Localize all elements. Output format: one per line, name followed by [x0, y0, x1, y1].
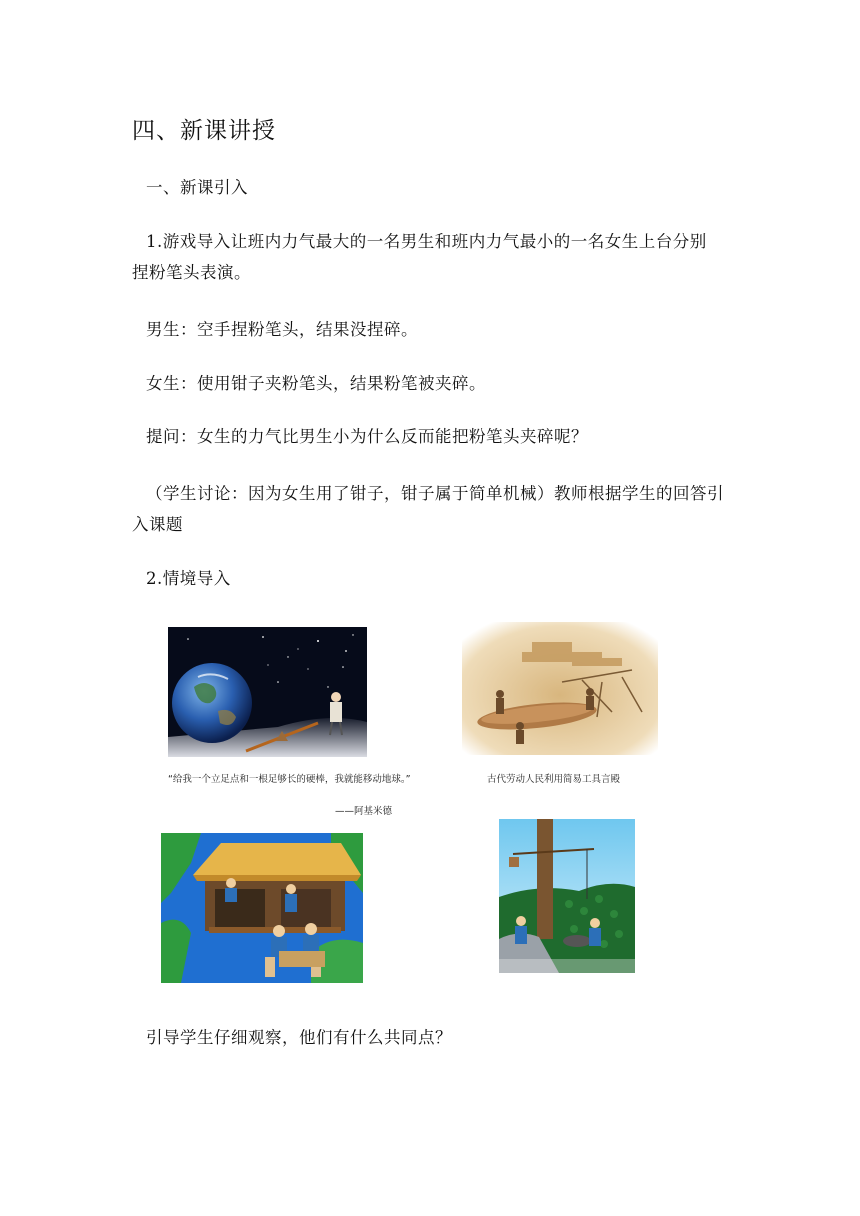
paragraph-game-intro-line1: 1.游戏导入让班内力气最大的一名男生和班内力气最小的一名女生上台分别 [146, 232, 707, 251]
paragraph-discussion-line1: （学生讨论：因为女生用了钳子，钳子属于简单机械）教师根据学生的回答引 [146, 484, 724, 503]
subsection-title: 一、新课引入 [146, 178, 248, 197]
section-title: 四、新课讲授 [132, 118, 276, 144]
caption-ancient-tools: 古代劳动人民利用简易工具言殿 [487, 774, 621, 785]
paragraph-game-intro-line2: 捏粉笔头表演。 [132, 263, 251, 282]
paragraph-observation-question: 引导学生仔细观察，他们有什么共同点？ [146, 1028, 452, 1047]
paragraph-situation-intro: 2.情境导入 [146, 569, 231, 588]
earth-lever-image [168, 627, 367, 757]
caption-archimedes-quote: “给我一个立足点和一根足够长的硬棒，我就能移动地球。” [168, 774, 411, 785]
paragraph-discussion-line2: 入课题 [132, 515, 183, 534]
ancient-construction-image [462, 622, 658, 755]
caption-attribution: ——阿基米德 [335, 806, 393, 817]
paragraph-girl: 女生：使用钳子夹粉笔头，结果粉笔被夹碎。 [146, 374, 486, 393]
hut-workers-image [161, 833, 363, 983]
paragraph-question: 提问：女生的力气比男生小为什么反而能把粉笔头夹碎呢？ [146, 427, 588, 446]
paragraph-boy: 男生：空手捏粉笔头，结果没捏碎。 [146, 320, 418, 339]
tree-well-image [499, 819, 635, 973]
